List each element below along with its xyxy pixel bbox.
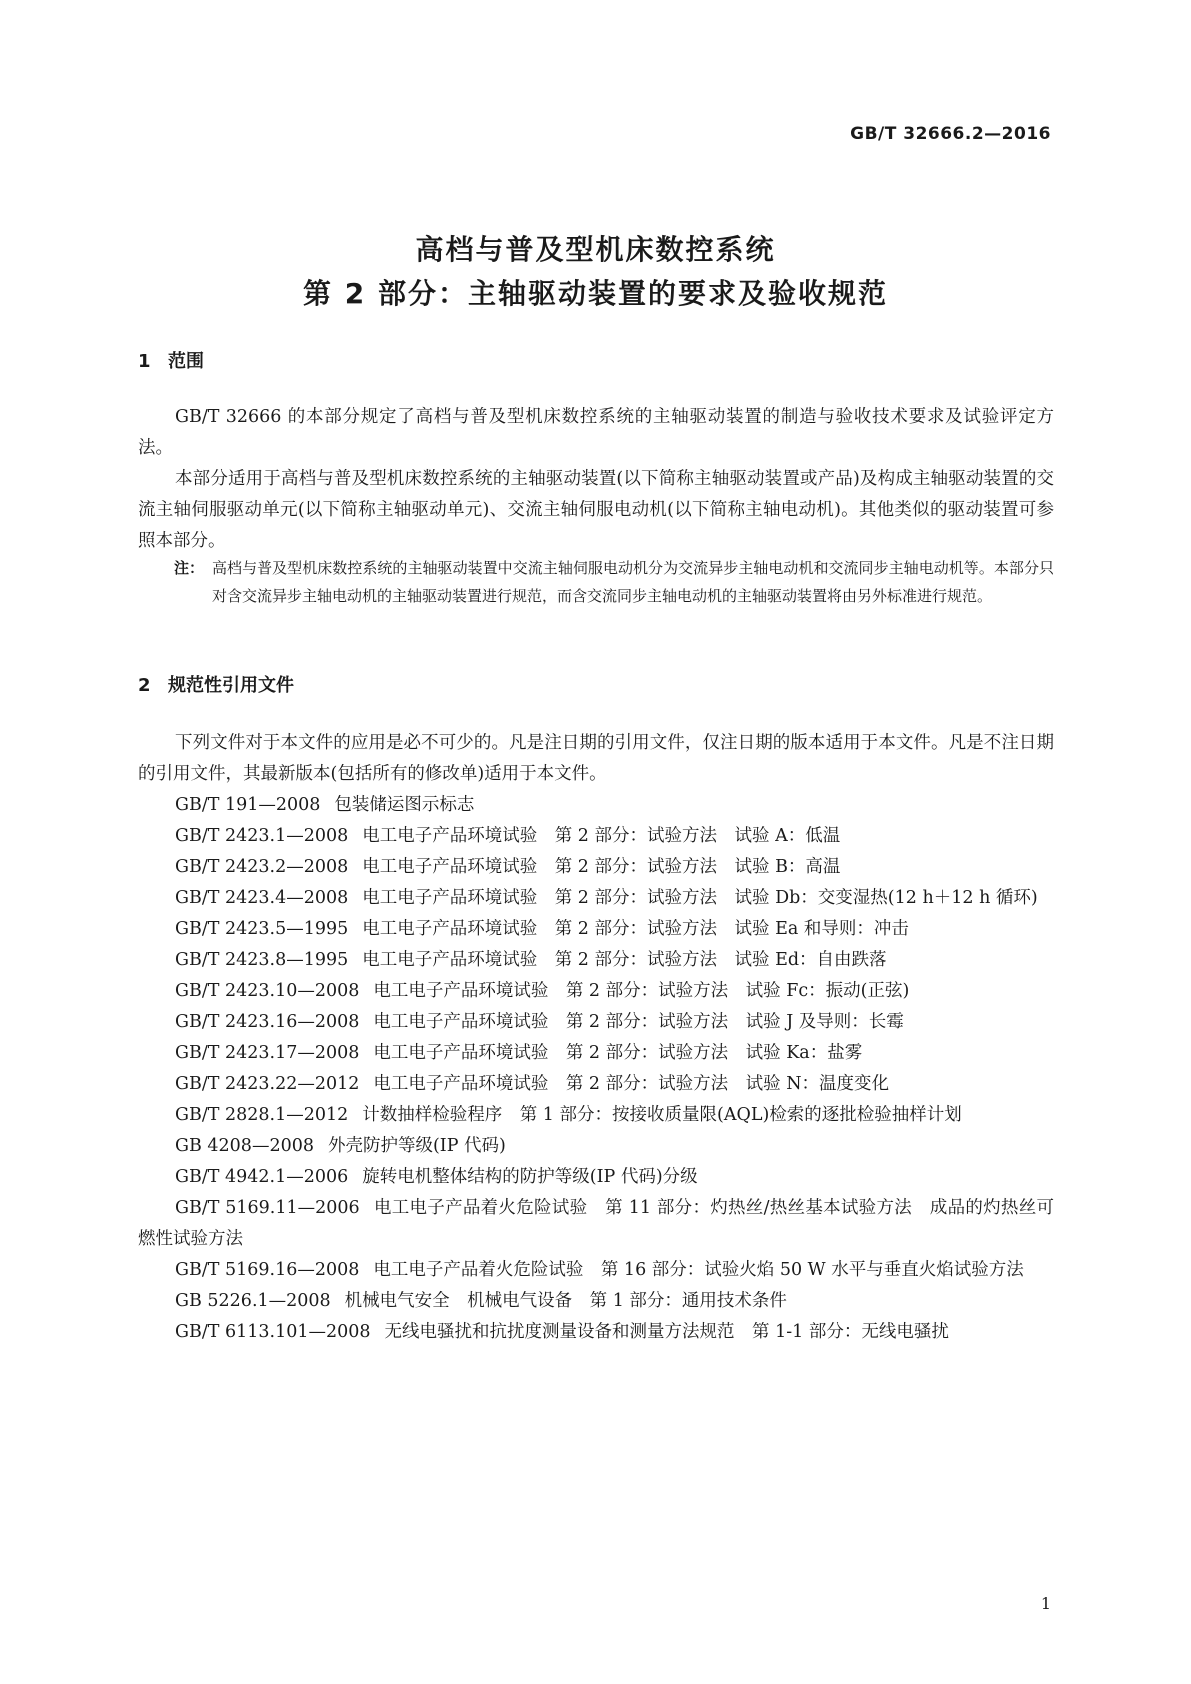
reference-code: GB/T 2828.1—2012 <box>175 1105 349 1125</box>
reference-code: GB/T 2423.1—2008 <box>175 826 349 846</box>
reference-title: 电工电子产品着火危险试验 第 16 部分：试验火焰 50 W 水平与垂直火焰试验方法 <box>373 1260 1024 1280</box>
section-1-heading <box>138 347 204 373</box>
reference-code: GB 5226.1—2008 <box>175 1291 331 1311</box>
reference-code: GB/T 191—2008 <box>175 795 321 815</box>
reference-title: 计数抽样检验程序 第 1 部分：按接收质量限(AQL)检索的逐批检验抽样计划 <box>362 1105 962 1125</box>
reference-title: 电工电子产品环境试验 第 2 部分：试验方法 试验 Ed：自由跌落 <box>362 950 887 970</box>
reference-item <box>138 790 1054 821</box>
reference-code: GB/T 2423.2—2008 <box>175 857 349 877</box>
reference-item <box>138 1038 1054 1069</box>
section-title: 范围 <box>168 351 204 372</box>
normative-references <box>138 728 1054 1348</box>
reference-title: 电工电子产品着火危险试验 第 11 部分：灼热丝/热丝基本试验方法 成品的灼热丝可燃性试验方法 <box>138 1198 1055 1249</box>
section-2-heading <box>138 671 294 697</box>
reference-item <box>138 1100 1054 1131</box>
reference-title: 电工电子产品环境试验 第 2 部分：试验方法 试验 J 及导则：长霉 <box>373 1012 904 1032</box>
reference-title: 电工电子产品环境试验 第 2 部分：试验方法 试验 Db：交变湿热(12 h＋12 h 循环) <box>362 888 1038 908</box>
reference-item <box>138 945 1054 976</box>
reference-item <box>138 914 1054 945</box>
reference-item <box>138 1193 1054 1255</box>
reference-item <box>138 852 1054 883</box>
reference-code: GB/T 5169.16—2008 <box>175 1260 360 1280</box>
reference-title: 旋转电机整体结构的防护等级(IP 代码)分级 <box>362 1167 698 1187</box>
reference-title: 电工电子产品环境试验 第 2 部分：试验方法 试验 Ea 和导则：冲击 <box>362 919 909 939</box>
reference-title: 无线电骚扰和抗扰度测量设备和测量方法规范 第 1-1 部分：无线电骚扰 <box>384 1322 949 1342</box>
reference-code: GB/T 2423.22—2012 <box>175 1074 360 1094</box>
reference-item <box>138 821 1054 852</box>
document-title-line2: 第 2 部分：主轴驱动装置的要求及验收规范 <box>303 277 888 310</box>
note-text: 高档与普及型机床数控系统的主轴驱动装置中交流主轴伺服电动机分为交流异步主轴电动机和交流同步主轴电动机等。本部分只对含交流异步主轴电动机的主轴驱动装置进行规范，而含交流同步主轴电动机的主轴驱动装置将由另外标准进行规范。 <box>212 559 1054 605</box>
reference-item <box>138 1286 1054 1317</box>
reference-item <box>138 1162 1054 1193</box>
note-label: 注： <box>174 559 205 577</box>
section-2-intro: 下列文件对于本文件的应用是必不可少的。凡是注日期的引用文件，仅注日期的版本适用于本文件。凡是不注日期的引用文件，其最新版本(包括所有的修改单)适用于本文件。 <box>138 733 1054 784</box>
reference-code: GB/T 2423.4—2008 <box>175 888 349 908</box>
reference-item <box>138 1317 1054 1348</box>
reference-code: GB/T 5169.11—2006 <box>175 1198 360 1218</box>
reference-item <box>138 1069 1054 1100</box>
reference-code: GB/T 2423.5—1995 <box>175 919 349 939</box>
reference-title: 电工电子产品环境试验 第 2 部分：试验方法 试验 B：高温 <box>362 857 841 877</box>
reference-title: 电工电子产品环境试验 第 2 部分：试验方法 试验 N：温度变化 <box>373 1074 890 1094</box>
reference-title: 外壳防护等级(IP 代码) <box>327 1136 506 1156</box>
reference-code: GB/T 4942.1—2006 <box>175 1167 349 1187</box>
paragraph: 本部分适用于高档与普及型机床数控系统的主轴驱动装置(以下简称主轴驱动装置或产品)及构成主轴驱动装置的交流主轴伺服驱动单元(以下简称主轴驱动单元)、交流主轴伺服电动机(以下简称主轴电动机)。其他类似的驱动装置可参照本部分。 <box>138 469 1054 551</box>
note-block <box>174 554 1054 610</box>
reference-code: GB 4208—2008 <box>175 1136 314 1156</box>
reference-title: 机械电气安全 机械电气设备 第 1 部分：通用技术条件 <box>344 1291 787 1311</box>
reference-item <box>138 1255 1054 1286</box>
reference-title: 电工电子产品环境试验 第 2 部分：试验方法 试验 Fc：振动(正弦) <box>373 981 910 1001</box>
reference-title: 包装储运图示标志 <box>334 795 475 815</box>
reference-item <box>138 1007 1054 1038</box>
reference-code: GB/T 2423.10—2008 <box>175 981 360 1001</box>
page-number: 1 <box>1040 1594 1051 1613</box>
reference-item <box>138 976 1054 1007</box>
section-1-body <box>138 402 1054 557</box>
reference-item <box>138 1131 1054 1162</box>
section-number: 2 <box>138 675 151 696</box>
reference-title: 电工电子产品环境试验 第 2 部分：试验方法 试验 Ka：盐雾 <box>373 1043 863 1063</box>
reference-code: GB/T 2423.8—1995 <box>175 950 349 970</box>
reference-title: 电工电子产品环境试验 第 2 部分：试验方法 试验 A：低温 <box>362 826 841 846</box>
standard-number: GB/T 32666.2—2016 <box>850 124 1051 144</box>
section-number: 1 <box>138 351 151 372</box>
reference-code: GB/T 6113.101—2008 <box>175 1322 371 1342</box>
section-title: 规范性引用文件 <box>168 675 294 696</box>
reference-item <box>138 883 1054 914</box>
reference-code: GB/T 2423.16—2008 <box>175 1012 360 1032</box>
reference-code: GB/T 2423.17—2008 <box>175 1043 360 1063</box>
document-title-line1: 高档与普及型机床数控系统 <box>415 233 776 266</box>
paragraph: GB/T 32666 的本部分规定了高档与普及型机床数控系统的主轴驱动装置的制造与验收技术要求及试验评定方法。 <box>138 407 1054 458</box>
